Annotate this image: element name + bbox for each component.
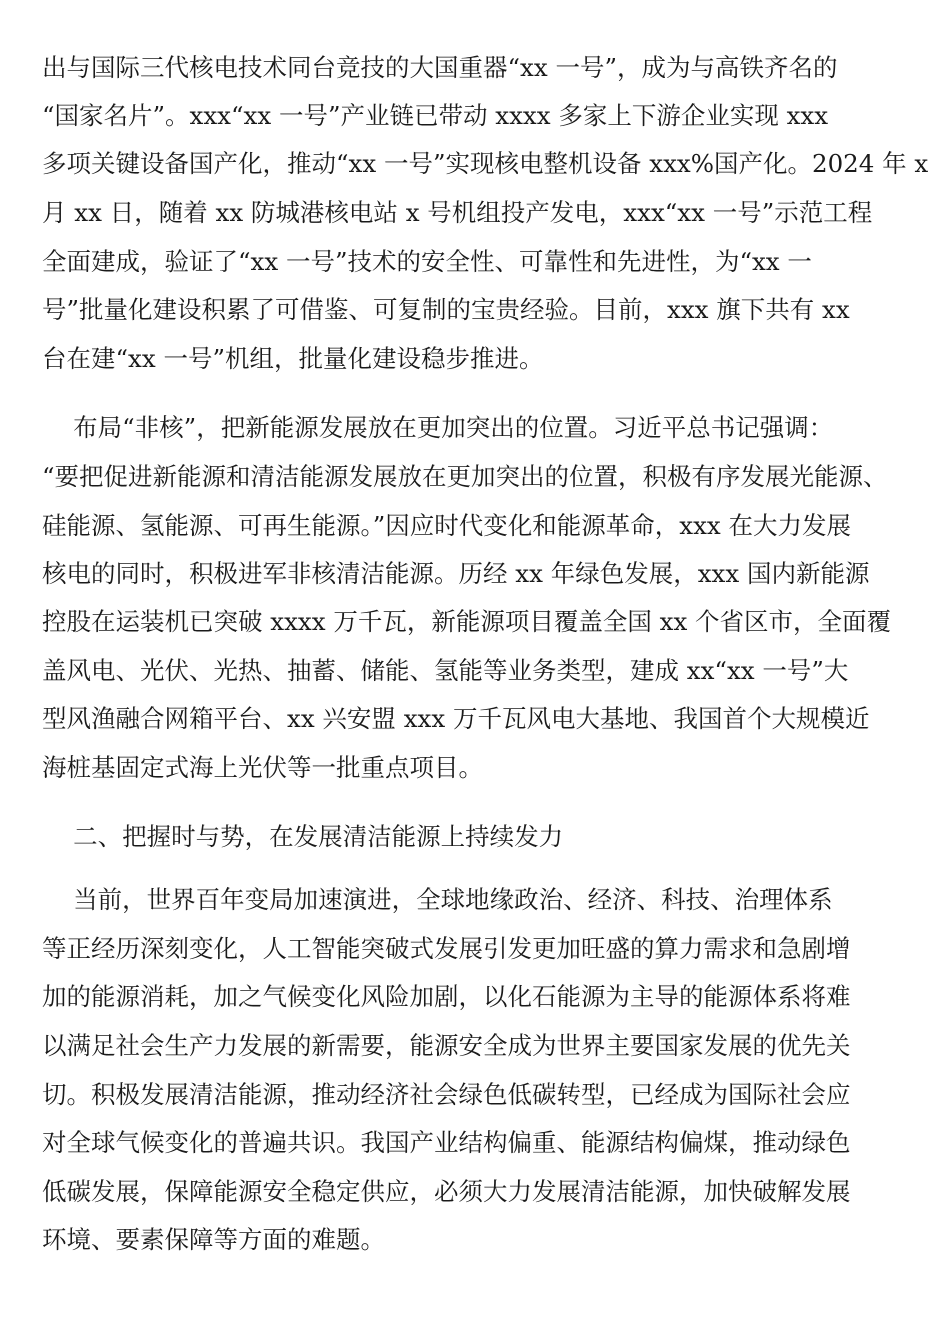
text-line: 等正经历深刻变化，人工智能突破式发展引发更加旺盛的算力需求和急剧增 [42,934,851,963]
text-line: 加的能源消耗，加之气候变化风险加剧，以化石能源为主导的能源体系将难 [42,982,851,1011]
text-line: “要把促进新能源和清洁能源发展放在更加突出的位置，积极有序发展光能源、 [42,462,888,491]
text-line: 号”批量化建设积累了可借鉴、可复制的宝贵经验。目前，xxx 旗下共有 xx [42,295,850,324]
text-line: 低碳发展，保障能源安全稳定供应，必须大力发展清洁能源，加快破解发展 [42,1177,851,1206]
text-line: 出与国际三代核电技术同台竞技的大国重器“xx 一号”，成为与高铁齐名的 [42,53,838,82]
text-line: 核电的同时，积极进军非核清洁能源。历经 xx 年绿色发展，xxx 国内新能源 [42,559,870,588]
text-line: 多项关键设备国产化，推动“xx 一号”实现核电整机设备 xxx%国产化。2024 年 x [42,149,929,178]
text-line: 月 xx 日，随着 xx 防城港核电站 x 号机组投产发电，xxx“xx 一号”示范工程 [42,198,873,227]
text-line: 全面建成，验证了“xx 一号”技术的安全性、可靠性和先进性，为“xx 一 [42,247,812,276]
text-line: 对全球气候变化的普遍共识。我国产业结构偏重、能源结构偏煤，推动绿色 [42,1128,851,1157]
text-line: 布局“非核”，把新能源发展放在更加突出的位置。习近平总书记强调： [42,413,834,442]
text-line: 型风渔融合网箱平台、xx 兴安盟 xxx 万千瓦风电大基地、我国首个大规模近 [42,704,870,733]
text-line: 盖风电、光伏、光热、抽蓄、储能、氢能等业务类型，建成 xx“xx 一号”大 [42,656,849,685]
text-line: 当前，世界百年变局加速演进，全球地缘政治、经济、科技、治理体系 [42,885,833,914]
text-line: 海桩基固定式海上光伏等一批重点项目。 [42,753,483,782]
text-line: 硅能源、氢能源、可再生能源。”因应时代变化和能源革命，xxx 在大力发展 [42,511,852,540]
text-line: 切。积极发展清洁能源，推动经济社会绿色低碳转型，已经成为国际社会应 [42,1080,851,1109]
text-line: 控股在运装机已突破 xxxx 万千瓦，新能源项目覆盖全国 xx 个省区市，全面覆 [42,607,892,636]
text-line: “国家名片”。xxx“xx 一号”产业链已带动 xxxx 多家上下游企业实现 xxx [42,101,829,130]
text-line: 环境、要素保障等方面的难题。 [42,1225,385,1254]
section-heading-text: 二、把握时与势，在发展清洁能源上持续发力 [42,822,564,851]
text-line: 台在建“xx 一号”机组，批量化建设稳步推进。 [42,344,544,373]
text-line: 以满足社会生产力发展的新需要，能源安全成为世界主要国家发展的优先关 [42,1031,851,1060]
